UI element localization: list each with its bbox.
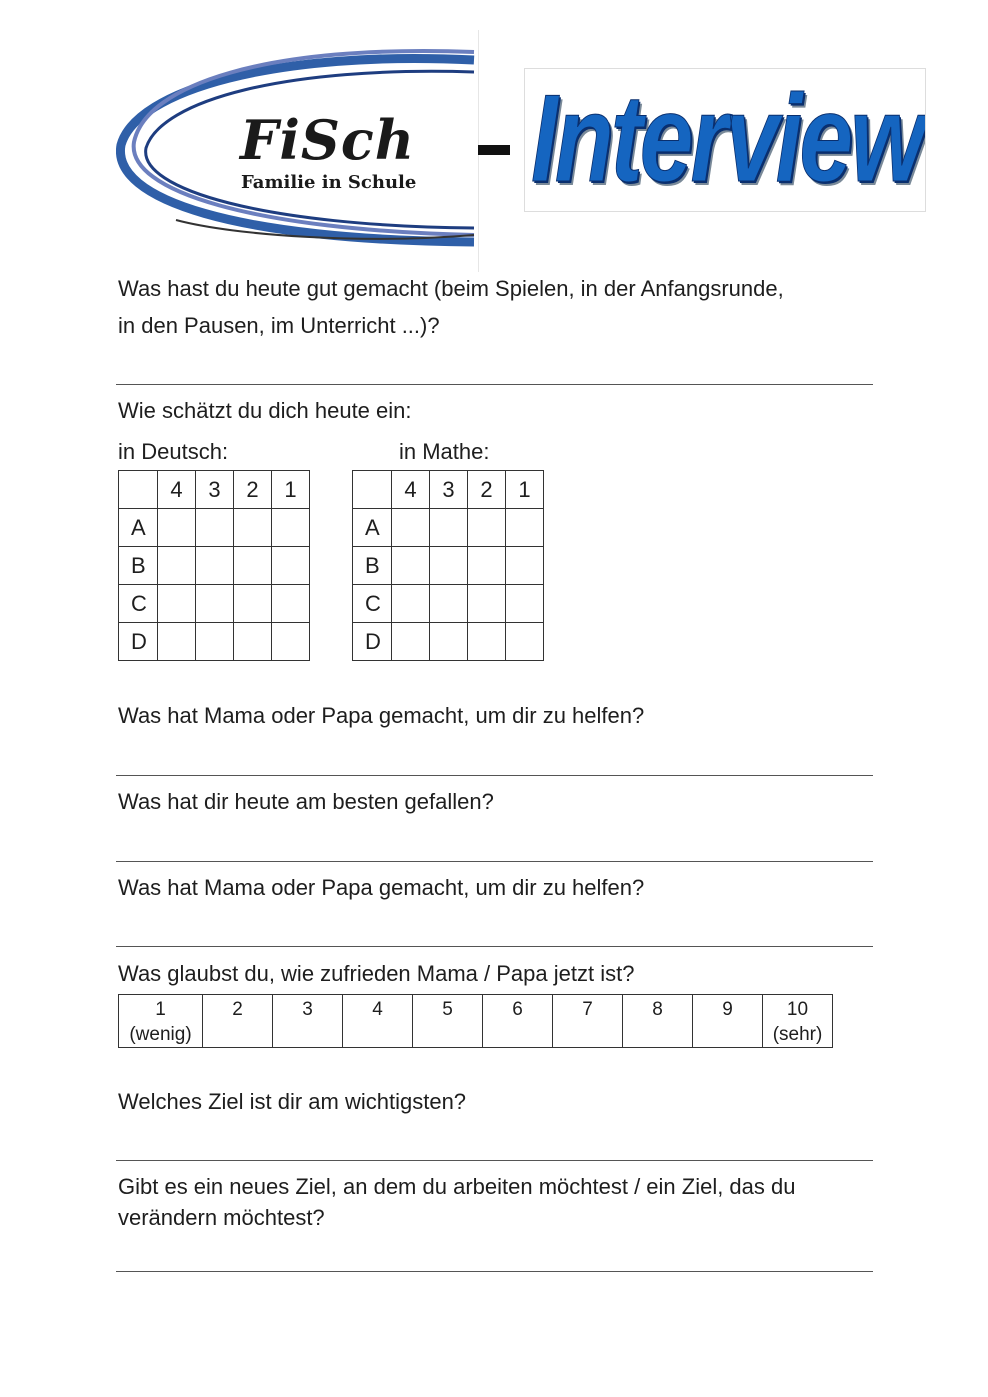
deutsch-grade-table bbox=[118, 470, 310, 661]
grade-cell[interactable] bbox=[234, 585, 272, 623]
row-label: C bbox=[119, 585, 158, 623]
logo-word: FiSch bbox=[240, 108, 415, 172]
grade-header: 1 bbox=[506, 471, 544, 509]
grade-cell[interactable] bbox=[392, 623, 430, 661]
page-title: Interview bbox=[531, 70, 923, 208]
answer-line-7[interactable] bbox=[116, 1160, 873, 1161]
scale-value: 10 bbox=[786, 999, 809, 1020]
grade-cell[interactable] bbox=[234, 623, 272, 661]
grade-cell[interactable] bbox=[272, 585, 310, 623]
question-1-line-1: Was hast du heute gut gemacht (beim Spielen, in der Anfangsrunde, bbox=[118, 276, 784, 301]
grade-cell[interactable] bbox=[506, 509, 544, 547]
grade-cell[interactable] bbox=[430, 547, 468, 585]
grade-cell[interactable] bbox=[506, 547, 544, 585]
corner-cell bbox=[119, 471, 158, 509]
deutsch-label: in Deutsch: bbox=[118, 439, 229, 464]
scale-value: 5 bbox=[442, 999, 453, 1020]
grade-cell[interactable] bbox=[158, 547, 196, 585]
scale-value: 9 bbox=[722, 999, 733, 1020]
scale-option-1[interactable] bbox=[119, 995, 203, 1048]
grade-cell[interactable] bbox=[392, 585, 430, 623]
grade-header: 2 bbox=[468, 471, 506, 509]
scale-option-8[interactable] bbox=[623, 995, 693, 1048]
question-3: Was hat Mama oder Papa gemacht, um dir zu helfen? bbox=[118, 703, 645, 728]
grade-cell[interactable] bbox=[272, 623, 310, 661]
grade-cell[interactable] bbox=[392, 547, 430, 585]
question-4: Was hat dir heute am besten gefallen? bbox=[118, 789, 494, 814]
grade-cell[interactable] bbox=[506, 623, 544, 661]
satisfaction-scale bbox=[118, 994, 833, 1048]
row-label: C bbox=[353, 585, 392, 623]
answer-line-4[interactable] bbox=[116, 861, 873, 862]
grade-cell[interactable] bbox=[468, 623, 506, 661]
scale-value: 8 bbox=[652, 999, 663, 1020]
scale-value: 2 bbox=[232, 999, 243, 1020]
grade-cell[interactable] bbox=[468, 585, 506, 623]
grade-cell[interactable] bbox=[158, 509, 196, 547]
scale-value: 3 bbox=[302, 999, 313, 1020]
row-label: A bbox=[353, 509, 392, 547]
grade-cell[interactable] bbox=[392, 509, 430, 547]
scale-value: 1 bbox=[155, 999, 166, 1020]
grade-header: 3 bbox=[430, 471, 468, 509]
scale-option-10[interactable] bbox=[763, 995, 833, 1048]
grade-header: 1 bbox=[272, 471, 310, 509]
scale-high-label: (sehr) bbox=[772, 1024, 823, 1045]
question-1-line-2: in den Pausen, im Unterricht ...)? bbox=[118, 313, 440, 338]
grade-cell[interactable] bbox=[272, 547, 310, 585]
grade-cell[interactable] bbox=[158, 623, 196, 661]
grade-header: 2 bbox=[234, 471, 272, 509]
question-5: Was hat Mama oder Papa gemacht, um dir zu helfen? bbox=[118, 875, 645, 900]
grade-cell[interactable] bbox=[196, 547, 234, 585]
grade-header: 3 bbox=[196, 471, 234, 509]
mathe-grade-table bbox=[352, 470, 544, 661]
scale-option-6[interactable] bbox=[483, 995, 553, 1048]
grade-cell[interactable] bbox=[196, 623, 234, 661]
grade-cell[interactable] bbox=[430, 585, 468, 623]
scale-option-3[interactable] bbox=[273, 995, 343, 1048]
scale-value: 6 bbox=[512, 999, 523, 1020]
question-6: Was glaubst du, wie zufrieden Mama / Papa jetzt ist? bbox=[118, 961, 635, 986]
scale-option-9[interactable] bbox=[693, 995, 763, 1048]
grade-cell[interactable] bbox=[272, 509, 310, 547]
answer-line-8[interactable] bbox=[116, 1271, 873, 1272]
row-label: D bbox=[353, 623, 392, 661]
grade-cell[interactable] bbox=[234, 509, 272, 547]
question-7: Welches Ziel ist dir am wichtigsten? bbox=[118, 1089, 467, 1114]
scale-option-7[interactable] bbox=[553, 995, 623, 1048]
grade-cell[interactable] bbox=[196, 509, 234, 547]
scale-option-5[interactable] bbox=[413, 995, 483, 1048]
scale-value: 4 bbox=[372, 999, 383, 1020]
row-label: B bbox=[353, 547, 392, 585]
grade-cell[interactable] bbox=[468, 547, 506, 585]
scale-option-4[interactable] bbox=[343, 995, 413, 1048]
title-box bbox=[524, 68, 926, 212]
grade-cell[interactable] bbox=[158, 585, 196, 623]
question-2: Wie schätzt du dich heute ein: bbox=[118, 398, 412, 423]
mathe-label: in Mathe: bbox=[399, 439, 490, 464]
grade-cell[interactable] bbox=[430, 623, 468, 661]
question-8-line-1: Gibt es ein neues Ziel, an dem du arbeiten möchtest / ein Ziel, das du bbox=[118, 1174, 796, 1199]
grade-cell[interactable] bbox=[234, 547, 272, 585]
grade-cell[interactable] bbox=[430, 509, 468, 547]
row-label: D bbox=[119, 623, 158, 661]
logo-subtitle: Familie in Schule bbox=[241, 172, 417, 193]
grade-cell[interactable] bbox=[506, 585, 544, 623]
fisch-logo bbox=[116, 30, 479, 272]
question-8-line-2: verändern möchtest? bbox=[118, 1205, 325, 1230]
grade-header: 4 bbox=[158, 471, 196, 509]
title-dash bbox=[478, 145, 510, 155]
scale-value: 7 bbox=[582, 999, 593, 1020]
answer-line-1[interactable] bbox=[116, 384, 873, 385]
grade-cell[interactable] bbox=[196, 585, 234, 623]
grade-cell[interactable] bbox=[468, 509, 506, 547]
scale-option-2[interactable] bbox=[203, 995, 273, 1048]
row-label: A bbox=[119, 509, 158, 547]
answer-line-5[interactable] bbox=[116, 946, 873, 947]
grade-header: 4 bbox=[392, 471, 430, 509]
scale-low-label: (wenig) bbox=[129, 1024, 192, 1045]
corner-cell bbox=[353, 471, 392, 509]
row-label: B bbox=[119, 547, 158, 585]
answer-line-3[interactable] bbox=[116, 775, 873, 776]
